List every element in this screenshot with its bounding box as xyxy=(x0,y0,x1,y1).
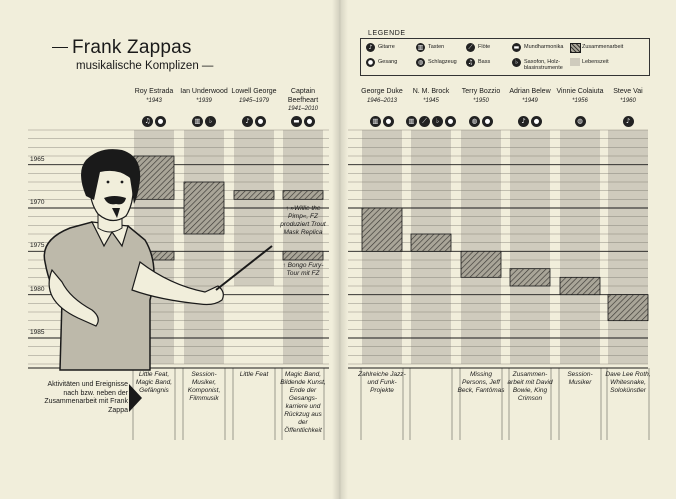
instrument-icons xyxy=(406,116,456,128)
musician-years: *1945 xyxy=(423,97,439,104)
zappa-eye-left xyxy=(107,181,110,184)
keyboard-icon: ▥ xyxy=(406,116,417,127)
harmonica-icon: ▬ xyxy=(513,44,520,51)
keyboard-icon: ▥ xyxy=(370,116,381,127)
legend-label: Saxofon, Holz-blasinstrumente xyxy=(524,59,563,71)
hatched-swatch xyxy=(570,43,581,53)
activity-note: Session-Musiker, Komponist, Filmmusik xyxy=(187,371,221,402)
musician-years: *1943 xyxy=(146,97,162,104)
instrument-icons xyxy=(370,116,394,128)
instrument-icons xyxy=(518,116,542,128)
legend-title: LEGENDE xyxy=(368,30,406,37)
legend-label: Bass xyxy=(478,59,491,65)
activity-note: Dave Lee Roth, Whitesnake, Solokünstler xyxy=(605,371,651,394)
musician-years: *1949 xyxy=(522,97,538,104)
title-text: Frank Zappas xyxy=(72,37,192,58)
musician-years: 1941–2010 xyxy=(287,106,319,112)
musician-years: *1939 xyxy=(196,97,212,104)
y-tick-label: 1975 xyxy=(30,242,45,250)
instrument-icons xyxy=(623,116,634,128)
musician-name-text: Lowell George xyxy=(231,88,277,95)
musician-name-text: Terry Bozzio xyxy=(461,88,501,95)
vocals-icon: ● xyxy=(445,116,456,127)
annotation-trout-mask: ↑ »Willie the Pimp«, FZ produziert Trout Mask Replica xyxy=(280,204,326,236)
drums-icon: ◍ xyxy=(575,116,586,127)
musician-name xyxy=(603,88,653,105)
musician-name xyxy=(357,88,407,105)
guitar-icon: ♪ xyxy=(518,116,529,127)
musician-years: *1960 xyxy=(620,97,636,104)
legend-label: Mundharmonika xyxy=(524,44,564,50)
musician-years: 1946–2013 xyxy=(366,97,398,104)
harmonica-icon: ▬ xyxy=(291,116,302,127)
musician-name-text: N. M. Brock xyxy=(412,88,450,95)
flute-icon: ⟋ xyxy=(466,43,475,52)
vocals-icon: ● xyxy=(255,116,266,127)
activity-note: Little Feat xyxy=(239,371,269,378)
collab-block xyxy=(362,208,402,251)
vocals-icon: ● xyxy=(482,116,493,127)
musician-name-text: Ian Underwood xyxy=(180,88,228,95)
bass-icon: ♫ xyxy=(467,59,474,66)
vocals-icon: ● xyxy=(531,116,542,127)
flute-icon: ⟋ xyxy=(419,116,430,127)
page-subtitle: musikalische Komplizen — xyxy=(76,60,214,72)
instrument-icons xyxy=(575,116,586,128)
musician-name xyxy=(278,88,328,114)
legend-label: Gitarre xyxy=(378,44,395,50)
annotation-bongo-fury: ↑ Bongo Fury-Tour mit FZ xyxy=(282,261,324,277)
instrument-icons xyxy=(469,116,493,128)
activity-note: Missing Persons, Jeff Beck, Fantômas xyxy=(457,371,505,394)
musician-name-text: Roy Estrada xyxy=(134,88,174,95)
vocals-icon: ● xyxy=(155,116,166,127)
musician-name xyxy=(406,88,456,105)
zappa-eye-right xyxy=(121,181,124,184)
collab-block xyxy=(560,277,600,294)
y-tick-label: 1965 xyxy=(30,155,45,163)
musician-name-text: Captain Beefheart xyxy=(287,88,319,104)
instrument-icons xyxy=(192,116,216,128)
guitar-icon: ♪ xyxy=(242,116,253,127)
activity-note: Magic Band, Bildende Kunst, Ende der Gesangs-karriere und Rückzug aus der Öffentlichkeit xyxy=(280,371,326,434)
musician-name-text: Adrian Belew xyxy=(509,88,551,95)
guitar-icon: ♪ xyxy=(366,43,375,52)
y-tick-label: 1985 xyxy=(30,329,45,336)
activity-note: Session-Musiker xyxy=(567,371,593,386)
grey-swatch xyxy=(570,58,580,66)
drums-icon: ◍ xyxy=(469,116,480,127)
musician-years: *1950 xyxy=(473,97,489,104)
collab-block xyxy=(510,269,550,286)
vocals-icon: ● xyxy=(304,116,315,127)
vocals-icon: ● xyxy=(383,116,394,127)
instrument-icons xyxy=(291,116,315,128)
collab-block xyxy=(411,234,451,251)
y-tick-label: 1980 xyxy=(30,285,45,293)
legend-label: Lebenszeit xyxy=(582,59,609,65)
activity-note: Zahlreiche Jazz- und Funk-Projekte xyxy=(358,371,406,394)
saxophone-icon: ♭ xyxy=(432,116,443,127)
legend-label: Schlagzeug xyxy=(428,59,457,65)
musician-name xyxy=(555,88,605,105)
musician-name xyxy=(456,88,506,105)
legend-label: Zusammenarbeit xyxy=(582,44,624,50)
saxophone-icon: ♭ xyxy=(205,116,216,127)
musician-name xyxy=(129,88,179,105)
activity-note: Zusammen-arbeit mit David Bowie, King Crimson xyxy=(507,371,553,402)
musician-name-text: George Duke xyxy=(361,88,403,95)
activities-label: Aktivitäten und Ereignisse nach bzw. neben der Zusammenarbeit mit Frank Zappa xyxy=(44,381,128,414)
musician-years: *1956 xyxy=(572,97,588,104)
musician-name-text: Steve Vai xyxy=(613,88,643,95)
musician-years: 1945–1979 xyxy=(238,97,270,104)
instrument-icons xyxy=(142,116,166,128)
drums-icon: ◍ xyxy=(417,59,424,66)
musician-name xyxy=(179,88,229,105)
pointer-stick xyxy=(216,246,272,290)
y-tick-label: 1970 xyxy=(30,199,45,206)
legend-label: Tasten xyxy=(428,44,445,50)
vocals-icon: ● xyxy=(367,59,374,66)
instrument-icons xyxy=(242,116,266,128)
musician-name xyxy=(505,88,555,105)
collab-block xyxy=(608,295,648,321)
legend-label: Flöte xyxy=(478,44,491,50)
subtitle-text: musikalische Komplizen xyxy=(76,60,199,72)
legend-label: Gesang xyxy=(378,59,398,65)
keyboard-icon: ▥ xyxy=(417,44,424,51)
collab-block xyxy=(461,251,501,277)
activity-note: Little Feat, Magic Band, Gefängnis xyxy=(135,371,173,394)
musician-name xyxy=(229,88,279,105)
musician-name-text: Vinnie Colaiuta xyxy=(556,88,604,95)
keyboard-icon: ▥ xyxy=(192,116,203,127)
guitar-icon: ♪ xyxy=(623,116,634,127)
bass-icon: ♫ xyxy=(142,116,153,127)
saxophone-icon: ♭ xyxy=(512,58,521,67)
zappa-illustration xyxy=(0,0,300,499)
